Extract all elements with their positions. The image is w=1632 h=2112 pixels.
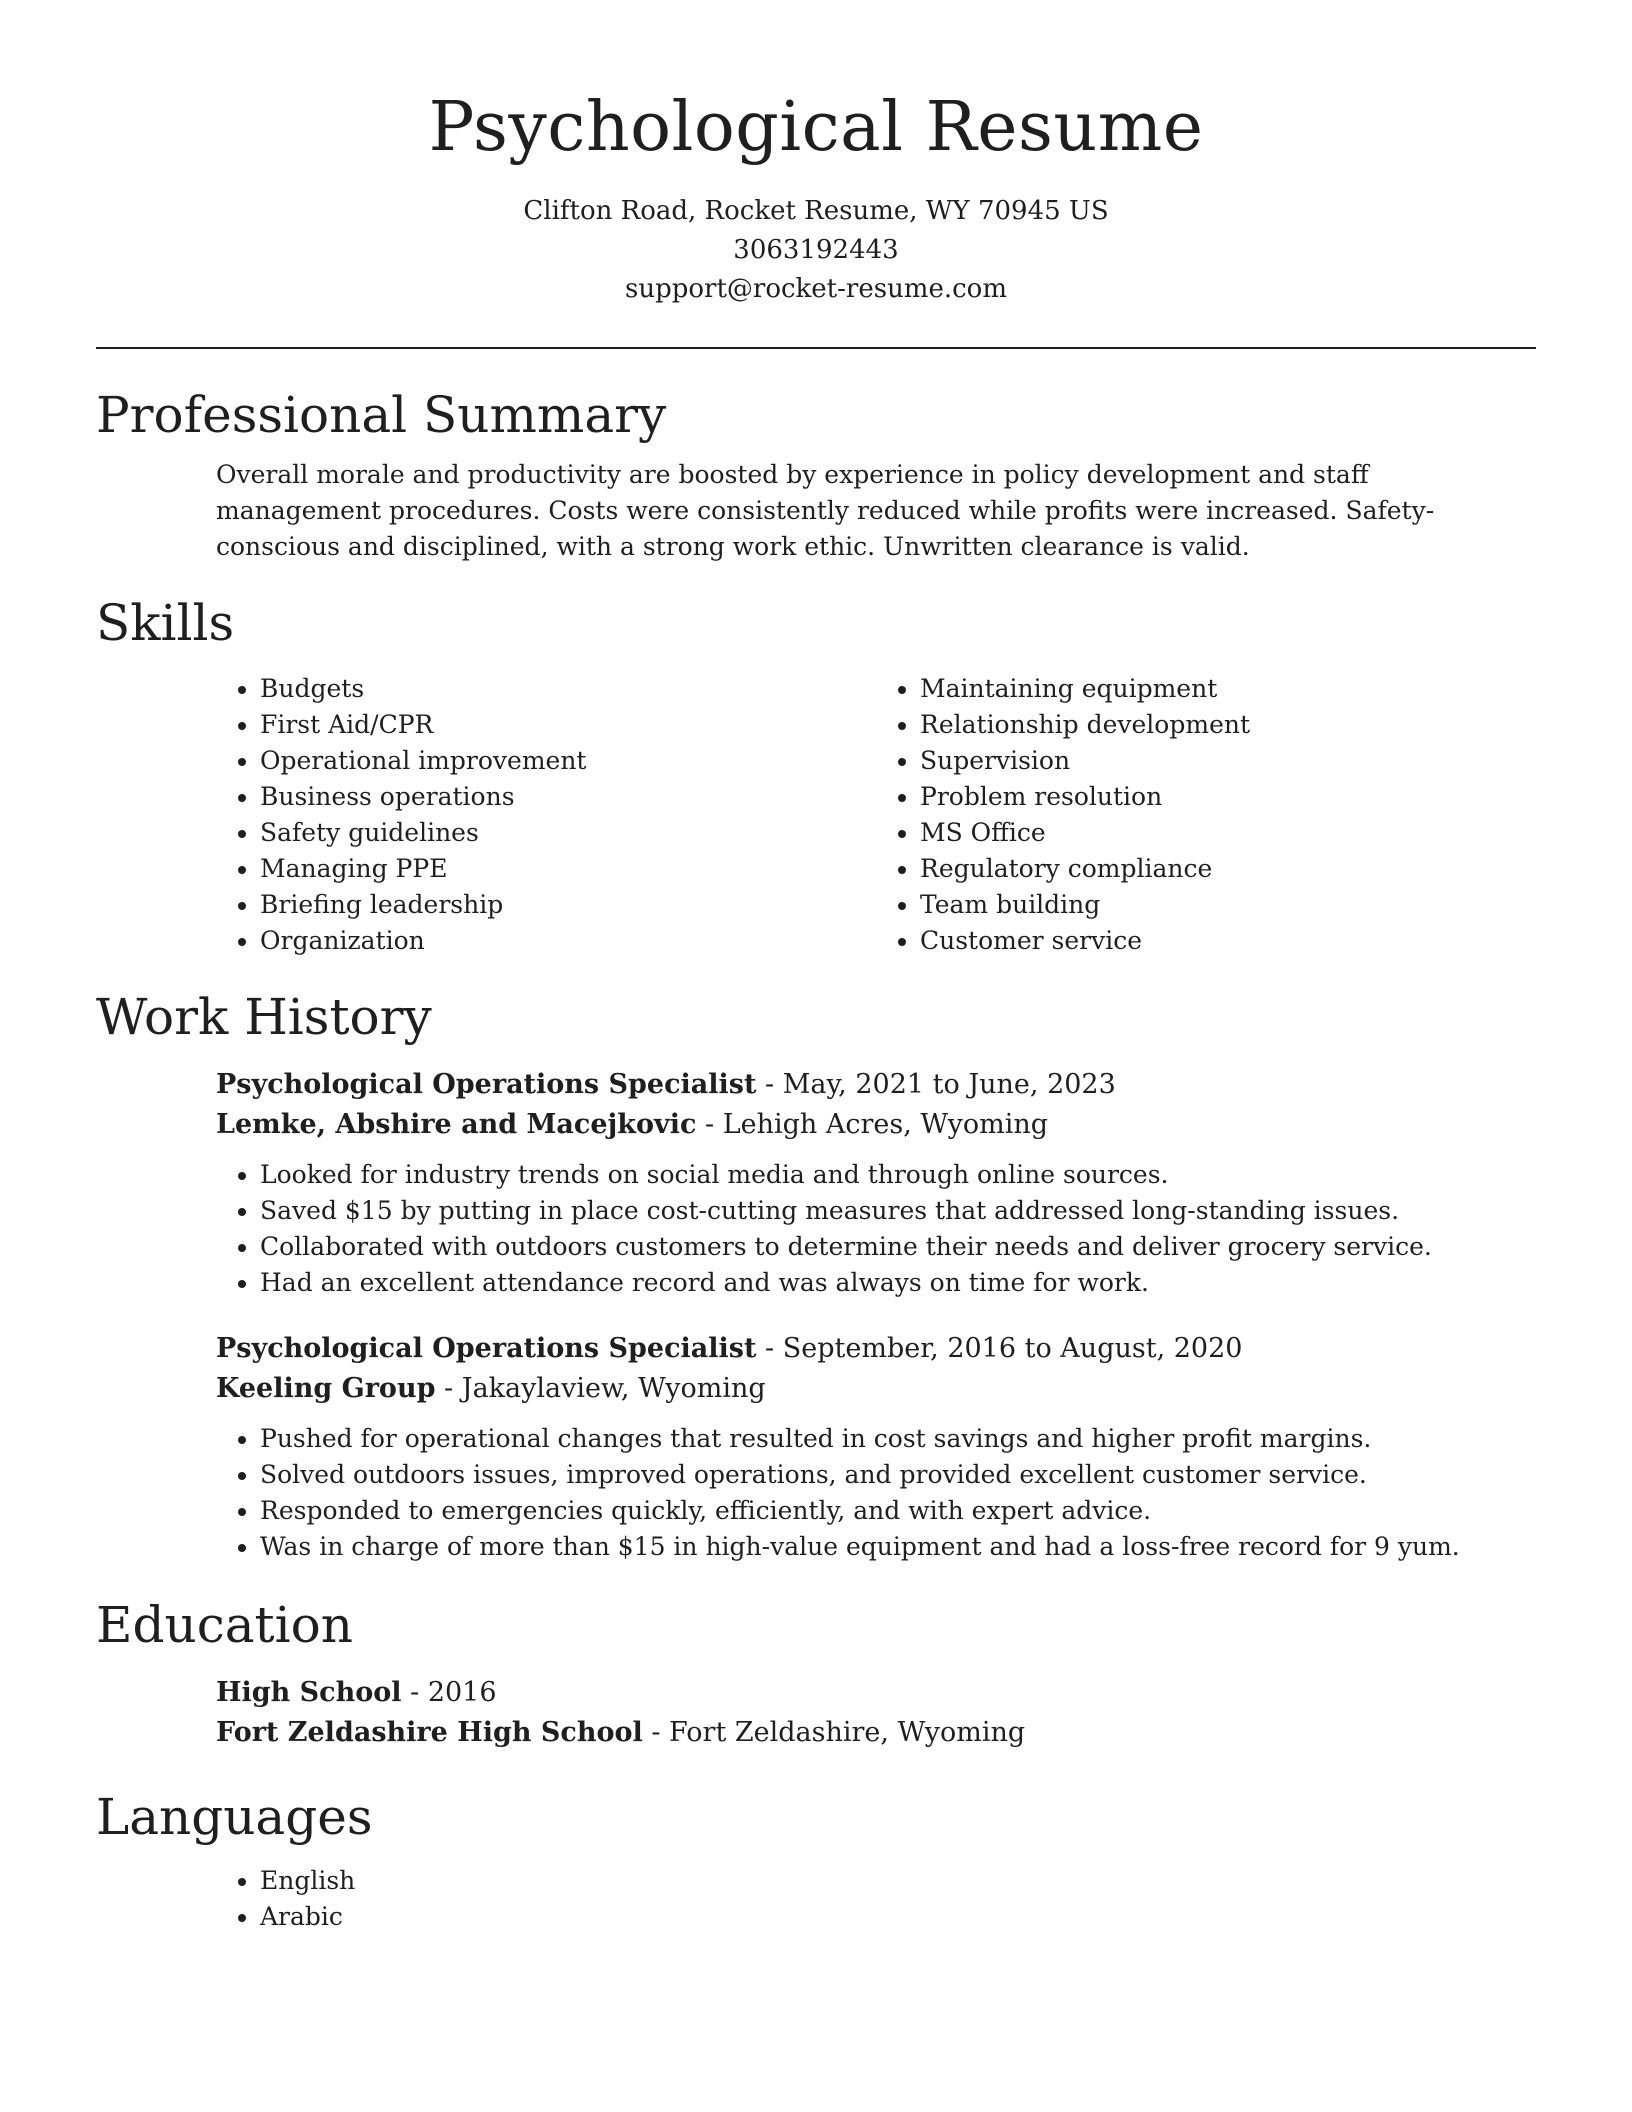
skill-item: • Maintaining equipment — [920, 671, 1536, 707]
job-bullet: • Looked for industry trends on social media and through online sources. — [260, 1157, 1536, 1193]
skills-section — [96, 671, 1536, 959]
skill-item: • First Aid/CPR — [260, 707, 876, 743]
job-bullet: • Had an excellent attendance record and was always on time for work. — [260, 1265, 1536, 1301]
separator: - — [435, 1373, 462, 1404]
resume-title: Psychological Resume — [428, 88, 1204, 167]
languages-section — [96, 1863, 1536, 1935]
skill-item: • Budgets — [260, 671, 876, 707]
separator: - — [756, 1333, 783, 1364]
separator: - — [642, 1717, 670, 1748]
summary-heading: Professional Summary — [96, 386, 667, 444]
separator: - — [401, 1677, 428, 1708]
job-bullet: • Responded to emergencies quickly, efficiently, and with expert advice. — [260, 1493, 1536, 1529]
skill-item: • Supervision — [920, 743, 1536, 779]
job-dates: September, 2016 to August, 2020 — [782, 1333, 1243, 1364]
skill-item: • MS Office — [920, 815, 1536, 851]
separator: - — [756, 1069, 783, 1100]
skill-item: • Safety guidelines — [260, 815, 876, 851]
skills-grid — [216, 671, 1536, 959]
education-degree: High School — [216, 1677, 402, 1708]
skill-item: • Organization — [260, 923, 876, 959]
job-company-line — [216, 1105, 1536, 1145]
work-history-section — [96, 1065, 1536, 1565]
education-year: 2016 — [427, 1677, 497, 1708]
contact-email: support@rocket-resume.com — [624, 274, 1007, 304]
skill-item: • Business operations — [260, 779, 876, 815]
job-company: Keeling Group — [216, 1373, 436, 1404]
languages-heading: Languages — [96, 1788, 373, 1846]
job-entry — [216, 1065, 1536, 1301]
language-item: • Arabic — [260, 1899, 1536, 1935]
languages-list — [216, 1863, 1536, 1935]
job-entry — [216, 1329, 1536, 1565]
job-bullet: • Solved outdoors issues, improved operations, and provided excellent customer service. — [260, 1457, 1536, 1493]
job-title-line — [216, 1329, 1536, 1369]
job-bullet: • Collaborated with outdoors customers to determine their needs and deliver grocery service. — [260, 1229, 1536, 1265]
job-company: Lemke, Abshire and Macejkovic — [216, 1109, 697, 1140]
skill-item: • Team building — [920, 887, 1536, 923]
skill-item: • Managing PPE — [260, 851, 876, 887]
education-school-line — [216, 1713, 1536, 1753]
job-location: Lehigh Acres, Wyoming — [722, 1109, 1049, 1140]
education-degree-line — [216, 1673, 1536, 1713]
job-company-line — [216, 1369, 1536, 1409]
job-title-line — [216, 1065, 1536, 1105]
skill-item: • Problem resolution — [920, 779, 1536, 815]
skills-heading: Skills — [96, 594, 235, 652]
work-history-heading: Work History — [96, 988, 432, 1046]
contact-address: Clifton Road, Rocket Resume, WY 70945 US — [523, 196, 1109, 226]
job-role: Psychological Operations Specialist — [216, 1069, 757, 1100]
language-item: • English — [260, 1863, 1536, 1899]
skill-item: • Operational improvement — [260, 743, 876, 779]
job-location: Jakaylaview, Wyoming — [461, 1373, 766, 1404]
summary-section — [96, 457, 1536, 565]
job-bullet: • Pushed for operational changes that resulted in cost savings and higher profit margins. — [260, 1421, 1536, 1457]
job-bullet: • Saved $15 by putting in place cost-cutting measures that addressed long-standing issues. — [260, 1193, 1536, 1229]
job-dates: May, 2021 to June, 2023 — [782, 1069, 1116, 1100]
skill-item: • Regulatory compliance — [920, 851, 1536, 887]
contact-info — [96, 192, 1536, 309]
job-bullets — [216, 1421, 1536, 1565]
skills-list-right — [876, 671, 1536, 959]
job-role: Psychological Operations Specialist — [216, 1333, 757, 1364]
skill-item: • Briefing leadership — [260, 887, 876, 923]
education-section — [96, 1673, 1536, 1753]
skill-item: • Relationship development — [920, 707, 1536, 743]
summary-text: Overall morale and productivity are boosted by experience in policy development and staff management procedures. Costs were consistently reduced while profits were increased. Safety-conscious and disciplined, with a strong work ethic. Unwritten clearance is valid. — [216, 460, 1435, 561]
job-bullets — [216, 1157, 1536, 1301]
contact-phone: 3063192443 — [733, 235, 899, 265]
separator: - — [696, 1109, 723, 1140]
resume-header — [96, 0, 1536, 309]
education-heading: Education — [96, 1596, 353, 1654]
skills-list-left — [216, 671, 876, 959]
header-divider — [96, 347, 1536, 349]
skill-item: • Customer service — [920, 923, 1536, 959]
job-bullet: • Was in charge of more than $15 in high-value equipment and had a loss-free record for 9 yum. — [260, 1529, 1536, 1565]
education-location: Fort Zeldashire, Wyoming — [669, 1717, 1026, 1748]
education-school: Fort Zeldashire High School — [216, 1717, 643, 1748]
